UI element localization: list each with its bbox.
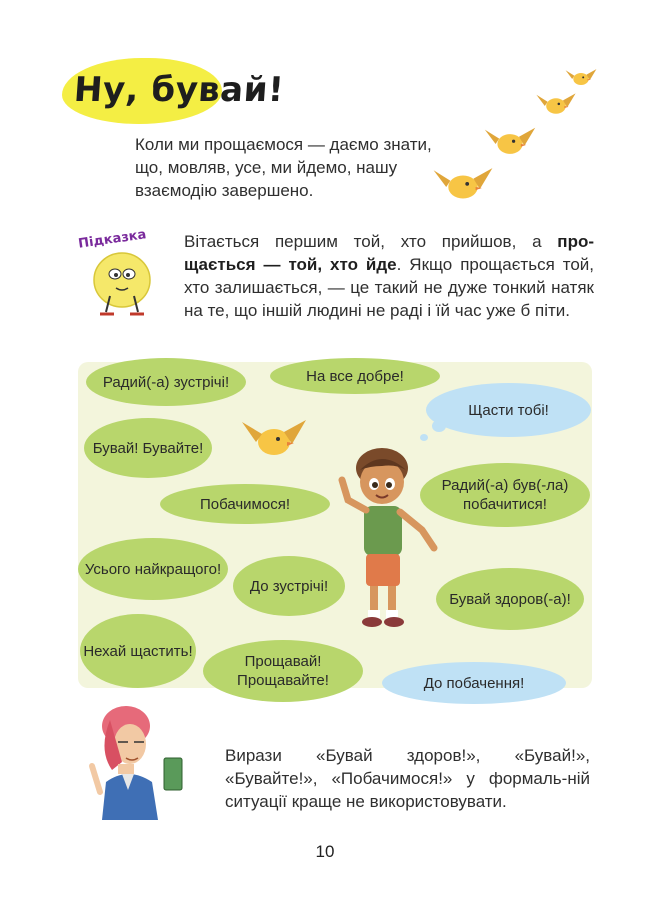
hint-text-bold-1: про-щається <box>184 232 594 274</box>
thought-bubble-dot <box>432 420 446 432</box>
hint-text-bold-2: той, хто йде <box>288 255 397 274</box>
bird-icon <box>240 414 310 464</box>
phrase-bubble: Бувай здоров(-а)! <box>436 568 584 630</box>
phrase-bubble: До зустрічі! <box>233 556 345 616</box>
phrase-bubble: До побачення! <box>382 662 566 704</box>
phrase-bubble: Бувай! Бувайте! <box>84 418 212 478</box>
bird-icon <box>434 168 493 198</box>
note-text: Вирази «Бувай здоров!», «Бувай!», «Бувайте!», «Побачимося!» у формаль-ній ситуації краще не використовувати. <box>225 746 590 811</box>
hint-text-start: Вітається першим той, хто прийшов, а <box>184 232 558 251</box>
phrase-bubble: Радий(-а) зустрічі! <box>86 358 246 406</box>
phrase-bubble: Радий(-а) був(-ла) побачитися! <box>420 463 590 527</box>
intro-text: Коли ми прощаємося — даємо знати, що, мовляв, усе, ми йдемо, нашу взаємодію завершено. <box>135 135 432 200</box>
bird-icon <box>485 128 535 154</box>
hint-text-end: . Якщо прощається той, хто залишається, — це такий не дуже тонкий натяк на те, що іншій людині не раді і їй час уже б піти. <box>184 255 594 320</box>
hint-label: Підказка <box>77 227 148 252</box>
boy-waving-illustration <box>330 440 450 630</box>
phrase-bubble: Побачимося! <box>160 484 330 524</box>
bird-icon <box>536 93 575 113</box>
phrase-bubble: Прощавай! Прощавайте! <box>203 640 363 702</box>
birds-illustration <box>430 60 610 210</box>
teacher-illustration <box>88 700 198 820</box>
thought-bubble: Щасти тобі! <box>426 383 591 437</box>
page-title: Ну, бувай! <box>72 70 286 110</box>
lightbulb-mascot-icon <box>80 250 164 322</box>
phrase-bubble: На все добре! <box>270 358 440 394</box>
phrase-bubble: Усього найкращого! <box>78 538 228 600</box>
bird-icon <box>566 69 597 85</box>
phrase-bubble: Нехай щастить! <box>80 614 196 688</box>
hint-text-dash: — <box>255 255 289 274</box>
hint-text <box>184 230 594 322</box>
page-number: 10 <box>315 842 335 861</box>
